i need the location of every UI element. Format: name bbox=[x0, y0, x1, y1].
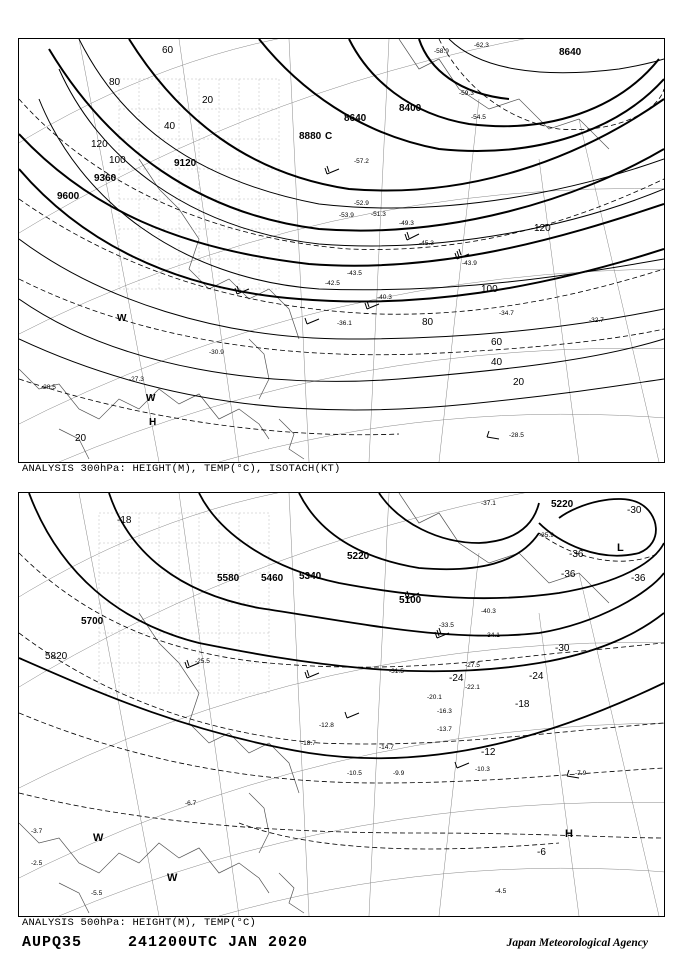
height-label: 8400 bbox=[399, 103, 422, 114]
temp-plot: -2.5 bbox=[31, 860, 43, 867]
isotach-label: 60 bbox=[491, 337, 503, 348]
pressure-center-label: W bbox=[167, 872, 178, 884]
height-label: 5700 bbox=[81, 616, 104, 627]
height-label: 5220 bbox=[551, 499, 574, 510]
pressure-center-label: C bbox=[325, 131, 333, 142]
temp-plot: -45.3 bbox=[419, 240, 434, 247]
map-panel-300hpa bbox=[18, 38, 665, 463]
isotach-label: 100 bbox=[109, 155, 126, 166]
temp-plot: -51.3 bbox=[371, 211, 386, 218]
height-label: 5460 bbox=[261, 573, 284, 584]
temp-plot: -53.9 bbox=[339, 212, 354, 219]
temp-plot: -4.5 bbox=[495, 888, 507, 895]
temp-plot: -31.5 bbox=[389, 668, 404, 675]
temp-plot: -34.7 bbox=[499, 310, 514, 317]
temp-plot: -52.9 bbox=[354, 200, 369, 207]
height-label: 8640 bbox=[559, 47, 582, 58]
temp-labels-500 bbox=[117, 505, 646, 858]
height-label: 5580 bbox=[217, 573, 240, 584]
chart-500hpa-svg bbox=[19, 493, 664, 916]
temp-contour-label: -36 bbox=[561, 569, 576, 580]
height-contours-500 bbox=[19, 493, 664, 758]
temp-plot: -28.5 bbox=[41, 384, 56, 391]
chart-300hpa-svg bbox=[19, 39, 664, 462]
map-panel-500hpa bbox=[18, 492, 665, 917]
temp-contour-label: -30 bbox=[627, 505, 642, 516]
temp-plot: -9.9 bbox=[393, 770, 405, 777]
temp-contour-label: -12 bbox=[481, 747, 496, 758]
temp-contour-label: -24 bbox=[449, 673, 464, 684]
temp-plot: -37.1 bbox=[481, 500, 496, 507]
isotach-label: 120 bbox=[91, 139, 108, 150]
isotach-label: 100 bbox=[481, 284, 498, 295]
temp-plot: -16.3 bbox=[437, 708, 452, 715]
pressure-center-label: H bbox=[565, 828, 573, 840]
panel-caption-300hpa: ANALYSIS 300hPa: HEIGHT(M), TEMP(°C), ISOTACH(KT) bbox=[22, 463, 341, 475]
isotach-labels-300 bbox=[75, 45, 551, 444]
isotach-label: 60 bbox=[162, 45, 174, 56]
temp-plot: -59.3 bbox=[459, 90, 474, 97]
temp-contour-label: -36 bbox=[631, 573, 646, 584]
coastline-300 bbox=[19, 39, 609, 459]
temp-plot: -43.5 bbox=[347, 270, 362, 277]
temp-plot: -10.3 bbox=[475, 766, 490, 773]
temp-plot: -30.9 bbox=[209, 349, 224, 356]
height-labels-300 bbox=[57, 47, 582, 202]
panel-caption-500hpa: ANALYSIS 500hPa: HEIGHT(M), TEMP(°C) bbox=[22, 917, 257, 929]
temp-plot: -6.7 bbox=[185, 800, 197, 807]
isotach-label: 20 bbox=[202, 95, 214, 106]
temp-plot: -49.3 bbox=[399, 220, 414, 227]
hatch-300 bbox=[119, 79, 279, 289]
temp-plot: -34.1 bbox=[485, 632, 500, 639]
isotach-label: 40 bbox=[164, 121, 176, 132]
temp-plot: -54.5 bbox=[471, 114, 486, 121]
temp-contour-label: -36 bbox=[569, 549, 584, 560]
height-label: 5820 bbox=[45, 651, 68, 662]
temp-contour-label: -18 bbox=[117, 515, 132, 526]
temp-contour-label: -30 bbox=[555, 643, 570, 654]
temp-plot: -7.9 bbox=[575, 770, 587, 777]
temp-plot: -27.5 bbox=[465, 662, 480, 669]
height-label: 8640 bbox=[344, 113, 367, 124]
temp-plot: -27.3 bbox=[129, 376, 144, 383]
height-label: 8880 bbox=[299, 131, 322, 142]
pressure-center-label: L bbox=[617, 542, 624, 554]
hatch-500 bbox=[99, 513, 269, 693]
graticule-300 bbox=[19, 39, 664, 462]
height-label: 9600 bbox=[57, 191, 80, 202]
temp-plot: -43.9 bbox=[462, 260, 477, 267]
temp-plot: -20.1 bbox=[427, 694, 442, 701]
temp-plot: -22.1 bbox=[465, 684, 480, 691]
temp-contour-label: -18 bbox=[515, 699, 530, 710]
height-label: 9120 bbox=[174, 158, 197, 169]
height-label: 5340 bbox=[299, 571, 322, 582]
temp-plot: -3.7 bbox=[31, 828, 43, 835]
temp-plot: -14.7 bbox=[379, 744, 394, 751]
temp-plot: -13.7 bbox=[437, 726, 452, 733]
isotherm-contours-500 bbox=[19, 533, 664, 849]
temp-plot: -18.7 bbox=[301, 740, 316, 747]
isotach-label: 20 bbox=[75, 433, 87, 444]
temp-plot: -40.3 bbox=[377, 294, 392, 301]
height-label: 5220 bbox=[347, 551, 370, 562]
isotach-contours-300 bbox=[19, 39, 664, 410]
temp-plot: -40.3 bbox=[481, 608, 496, 615]
temp-plot: -58.9 bbox=[434, 48, 449, 55]
isotach-label: 80 bbox=[422, 317, 434, 328]
temp-plot: -33.5 bbox=[439, 622, 454, 629]
temp-plot: -35.9 bbox=[539, 532, 554, 539]
temp-contour-label: -6 bbox=[537, 847, 546, 858]
isotach-label: 40 bbox=[491, 357, 503, 368]
temp-plot: -32.7 bbox=[589, 317, 604, 324]
pressure-center-label: W bbox=[146, 393, 156, 404]
isotach-label: 80 bbox=[109, 77, 121, 88]
temp-plot: -57.2 bbox=[354, 158, 369, 165]
temp-plot: -36.1 bbox=[337, 320, 352, 327]
pressure-center-label: H bbox=[149, 417, 157, 428]
isotach-label: 20 bbox=[513, 377, 525, 388]
temp-plot: -12.8 bbox=[319, 722, 334, 729]
agency-name: Japan Meteorological Agency bbox=[506, 937, 648, 949]
temp-plot: -10.5 bbox=[347, 770, 362, 777]
temp-plot: -25.5 bbox=[195, 658, 210, 665]
valid-time: 241200UTC JAN 2020 bbox=[128, 934, 309, 951]
temp-plot: -5.5 bbox=[91, 890, 103, 897]
pressure-center-label: W bbox=[93, 832, 104, 844]
temp-contour-label: -24 bbox=[529, 671, 544, 682]
height-label: 5100 bbox=[399, 595, 422, 606]
pressure-center-label: W bbox=[117, 313, 127, 324]
product-code: AUPQ35 bbox=[22, 934, 83, 951]
temp-plot: -42.5 bbox=[325, 280, 340, 287]
isotach-label: 120 bbox=[534, 223, 551, 234]
temp-plot: -28.5 bbox=[509, 432, 524, 439]
height-label: 9360 bbox=[94, 173, 117, 184]
temp-plot: -62.3 bbox=[474, 42, 489, 49]
graticule-500 bbox=[19, 493, 664, 916]
